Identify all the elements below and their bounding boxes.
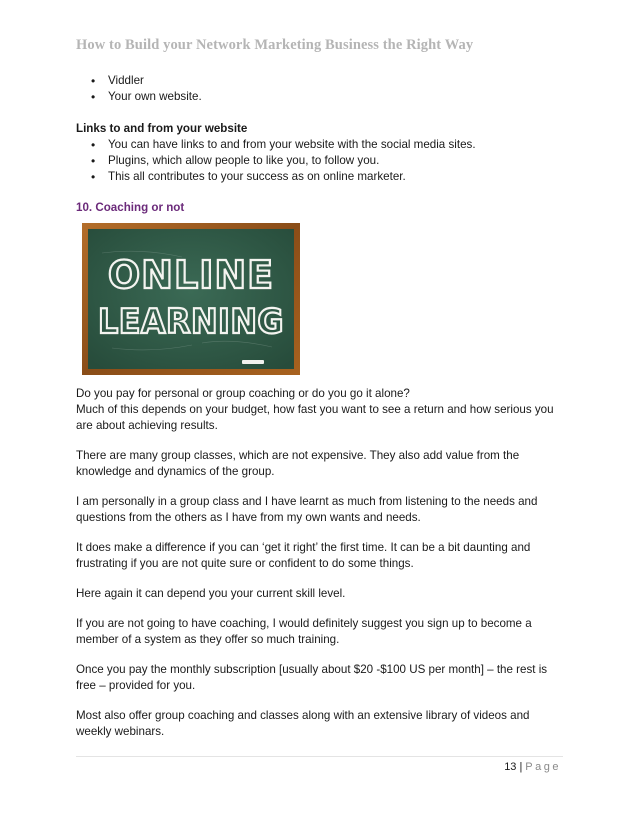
top-bullet-list bbox=[76, 73, 566, 105]
coaching-section-heading: 10. Coaching or not bbox=[76, 201, 185, 214]
list-item: • This all contributes to your success as on online marketer. bbox=[91, 169, 566, 185]
paragraph bbox=[76, 386, 566, 434]
chalkboard-text-line2: LEARNING bbox=[98, 302, 284, 342]
paragraph-text: Do you pay for personal or group coaching or do you go it alone? Much of this depends on your budget, how fast you want to see a return and how serious you are about achieving results. bbox=[76, 387, 554, 432]
paragraph: There are many group classes, which are not expensive. They also add value from the knowledge and dynamics of the group. bbox=[76, 449, 520, 478]
links-bullet-list bbox=[76, 137, 566, 185]
links-section-heading: Links to and from your website bbox=[76, 122, 248, 135]
paragraph: I am personally in a group class and I have learnt as much from listening to the needs and questions from the others as I have from my own wants and needs. bbox=[76, 495, 538, 524]
chalkboard-text-line1: ONLINE bbox=[107, 253, 275, 297]
paragraph: Here again it can depend you your current skill level. bbox=[76, 587, 346, 600]
paragraph: It does make a difference if you can ‘get it right’ the first time. It can be a bit daunting and frustrating if you are not quite sure or confident to do some things. bbox=[76, 541, 531, 570]
coaching-paragraphs bbox=[76, 386, 566, 740]
footer-separator: | bbox=[519, 761, 523, 773]
page-number: 13 bbox=[504, 761, 517, 773]
list-item: • You can have links to and from your website with the social media sites. bbox=[91, 137, 566, 153]
paragraph: If you are not going to have coaching, I would definitely suggest you sign up to become a member of a system as they offer so much training. bbox=[76, 617, 532, 646]
list-item: • Plugins, which allow people to like you, to follow you. bbox=[91, 153, 566, 169]
paragraph: Most also offer group coaching and classes along with an extensive library of videos and weekly webinars. bbox=[76, 709, 530, 738]
list-item: • Viddler bbox=[91, 73, 566, 89]
footer-divider bbox=[76, 756, 563, 757]
list-item: • Your own website. bbox=[91, 89, 566, 105]
page-word: Page bbox=[525, 761, 561, 773]
page-footer bbox=[504, 761, 561, 773]
page-header-title: How to Build your Network Marketing Business the Right Way bbox=[76, 37, 474, 53]
page-content bbox=[76, 73, 566, 754]
online-learning-chalkboard-image bbox=[82, 223, 300, 375]
paragraph: Once you pay the monthly subscription [usually about $20 -$100 US per month] – the rest is free – provided for you. bbox=[76, 663, 548, 692]
